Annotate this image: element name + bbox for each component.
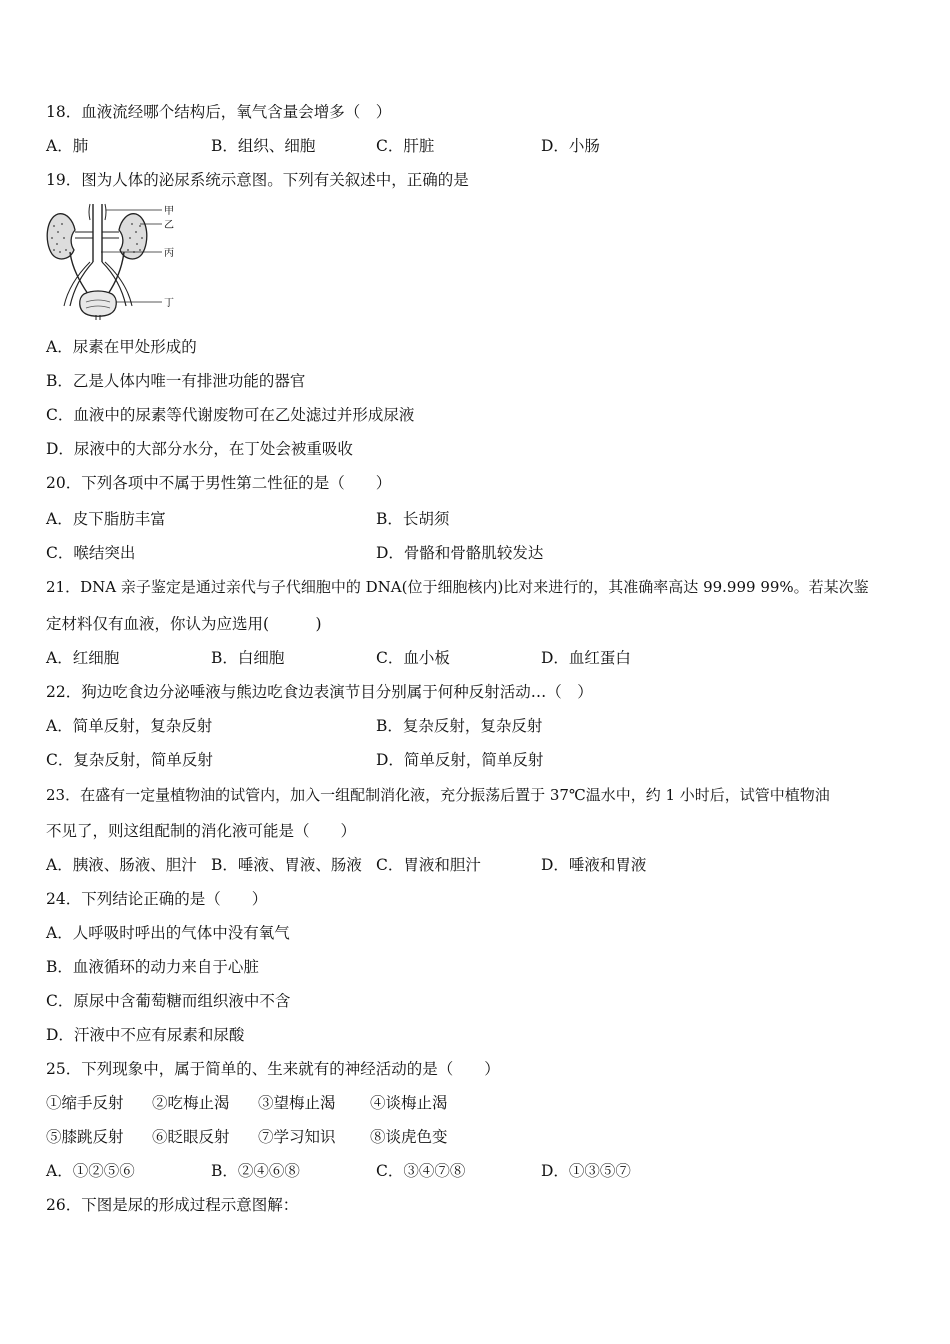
q22-options-row2: [46, 749, 916, 771]
q20-options-row2: [46, 542, 916, 564]
q18-stem: 18．血液流经哪个结构后，氧气含量会增多（ ）: [46, 103, 392, 121]
q23-option-a[interactable]: A．胰液、肠液、胆汁: [46, 856, 197, 874]
q25-items-row2: [46, 1126, 916, 1148]
q20-option-a[interactable]: A．皮下脂肪丰富: [46, 510, 166, 528]
q23-option-b[interactable]: B．唾液、胃液、肠液: [211, 856, 362, 874]
q18-option-a[interactable]: A．肺: [46, 137, 89, 155]
q20-option-b[interactable]: B．长胡须: [376, 510, 450, 528]
q18-option-c[interactable]: C．肝脏: [376, 137, 435, 155]
q23-option-d[interactable]: D．唾液和胃液: [541, 856, 647, 874]
urinary-system-figure: [44, 202, 186, 320]
q18-option-d[interactable]: D．小肠: [541, 137, 600, 155]
q24-option-b[interactable]: B．血液循环的动力来自于心脏: [46, 958, 259, 976]
q23-options: [46, 854, 916, 876]
q24-stem: 24．下列结论正确的是（ ）: [46, 890, 268, 908]
q21-stem-line2: 定材料仅有血液，你认为应选用( ): [46, 615, 322, 633]
q20-option-d[interactable]: D．骨骼和骨骼肌较发达: [376, 544, 544, 562]
q25-stem: 25．下列现象中，属于简单的、生来就有的神经活动的是（ ）: [46, 1060, 500, 1078]
q21-options: [46, 647, 916, 669]
q24-option-a[interactable]: A．人呼吸时呼出的气体中没有氧气: [46, 924, 290, 942]
q25-option-c[interactable]: C．③④⑦⑧: [376, 1162, 466, 1180]
q19-option-c[interactable]: C．血液中的尿素等代谢废物可在乙处滤过并形成尿液: [46, 406, 415, 424]
q20-stem: 20．下列各项中不属于男性第二性征的是（ ）: [46, 474, 392, 492]
q25-items-row1: [46, 1092, 916, 1114]
label-jia: 甲: [164, 206, 174, 217]
q23-stem-line2: 不见了，则这组配制的消化液可能是（ ）: [46, 822, 357, 840]
q22-option-d[interactable]: D．简单反射，简单反射: [376, 751, 544, 769]
q25-option-b[interactable]: B．②④⑥⑧: [211, 1162, 300, 1180]
q25-item-8: ⑧谈虎色变: [370, 1128, 448, 1146]
q21-option-c[interactable]: C．血小板: [376, 649, 450, 667]
q25-options: [46, 1160, 916, 1182]
q18-option-b[interactable]: B．组织、细胞: [211, 137, 316, 155]
q21-stem-line1: 21．DNA 亲子鉴定是通过亲代与子代细胞中的 DNA(位于细胞核内)比对来进行的，其准确率高达 99.999 99%。若某次鉴: [46, 578, 869, 596]
q25-option-d[interactable]: D．①③⑤⑦: [541, 1162, 631, 1180]
q25-item-5: ⑤膝跳反射: [46, 1128, 124, 1146]
q21-option-a[interactable]: A．红细胞: [46, 649, 120, 667]
q24-option-d[interactable]: D．汗液中不应有尿素和尿酸: [46, 1026, 245, 1044]
q19-option-b[interactable]: B．乙是人体内唯一有排泄功能的器官: [46, 372, 306, 390]
q18-options: [46, 135, 916, 157]
q25-item-6: ⑥眨眼反射: [152, 1128, 230, 1146]
q22-option-b[interactable]: B．复杂反射，复杂反射: [376, 717, 543, 735]
q21-option-b[interactable]: B．白细胞: [211, 649, 285, 667]
q23-option-c[interactable]: C．胃液和胆汁: [376, 856, 481, 874]
q25-item-1: ①缩手反射: [46, 1094, 124, 1112]
q25-item-7: ⑦学习知识: [258, 1128, 336, 1146]
q22-option-c[interactable]: C．复杂反射，简单反射: [46, 751, 213, 769]
q25-option-a[interactable]: A．①②⑤⑥: [46, 1162, 135, 1180]
q25-item-3: ③望梅止渴: [258, 1094, 336, 1112]
label-yi: 乙: [164, 220, 174, 231]
q19-option-a[interactable]: A．尿素在甲处形成的: [46, 338, 197, 356]
q21-option-d[interactable]: D．血红蛋白: [541, 649, 631, 667]
label-bing: 丙: [164, 248, 174, 259]
q26-stem: 26．下图是尿的形成过程示意图解：: [46, 1196, 299, 1214]
q22-option-a[interactable]: A．简单反射，复杂反射: [46, 717, 213, 735]
q24-option-c[interactable]: C．原尿中含葡萄糖而组织液中不含: [46, 992, 291, 1010]
q20-option-c[interactable]: C．喉结突出: [46, 544, 136, 562]
q19-option-d[interactable]: D．尿液中的大部分水分，在丁处会被重吸收: [46, 440, 353, 458]
q23-stem-line1: 23．在盛有一定量植物油的试管内，加入一组配制消化液，充分振荡后置于 37℃温水中，约 1 小时后，试管中植物油: [46, 786, 830, 804]
q20-options-row1: [46, 508, 916, 530]
label-ding: 丁: [164, 298, 174, 309]
q25-item-2: ②吃梅止渴: [152, 1094, 230, 1112]
q22-options-row1: [46, 715, 916, 737]
q25-item-4: ④谈梅止渴: [370, 1094, 448, 1112]
q22-stem: 22．狗边吃食边分泌唾液与熊边吃食边表演节目分别属于何种反射活动…（ ）: [46, 683, 593, 701]
q19-stem: 19．图为人体的泌尿系统示意图。下列有关叙述中，正确的是: [46, 171, 469, 189]
